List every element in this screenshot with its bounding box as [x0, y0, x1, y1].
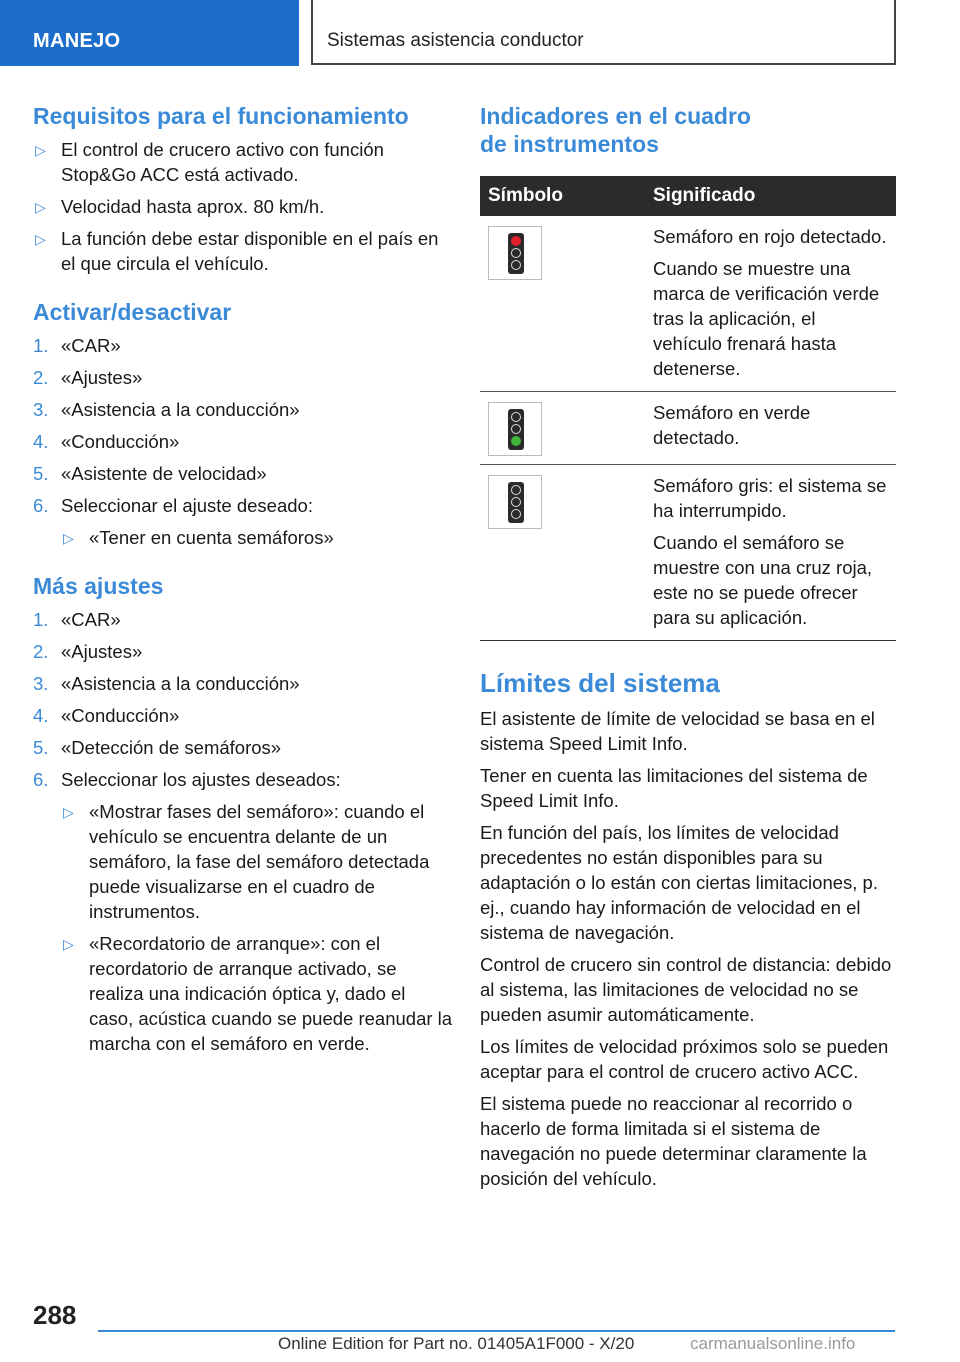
limites-heading: Límites del sistema — [480, 668, 720, 698]
paragraph: Tener en cuenta las limitaciones del sistema de Speed Limit Info. — [480, 765, 868, 811]
traffic-light-gray-icon — [488, 475, 542, 529]
list-item: ▷ Velocidad hasta aprox. 80 km/h. — [33, 194, 453, 219]
indicadores-heading: Indicadores en el cuadro de instrumentos — [480, 103, 751, 157]
sub-item: ▷ «Tener en cuenta semáforos» — [61, 525, 453, 550]
step-item: 2. «Ajustes» — [33, 367, 143, 388]
step-item: 6. Seleccionar los ajustes deseados: ▷ «Mostrar fases del semáforo»: cuando el vehículo se encuentra delante de un semáforo, la fase del semáforo detectada puede visualizarse en el cuadro de instrumentos. ▷ «Recordatorio de arranque»: con el recordatorio de arranque activado, se realiza una indicación óptica y, dado el caso, acústica cuando se puede reanudar la marcha con el semáforo en verde. — [33, 769, 453, 1054]
edition-text: Online Edition for Part no. 01405A1F000 - X/20 — [278, 1334, 635, 1353]
table-row — [480, 392, 896, 465]
section-label: MANEJO — [33, 30, 121, 52]
meaning-text: Semáforo gris: el sistema se ha interrumpido. — [653, 475, 887, 521]
traffic-light-green-icon — [488, 402, 542, 456]
step-item: 3. «Asistencia a la conducción» — [33, 399, 300, 420]
paragraph: Control de crucero sin control de distancia: debido al sistema, las limitaciones de velocidad no se pueden asumir automáticamente. — [480, 954, 892, 1025]
step-item: 4. «Conducción» — [33, 431, 180, 452]
chapter-tab — [311, 0, 896, 65]
step-item: 2. «Ajustes» — [33, 641, 143, 662]
indicators-table — [480, 176, 896, 641]
requisitos-heading: Requisitos para el funcionamiento — [33, 103, 409, 129]
column-header-meaning: Significado — [645, 176, 896, 216]
list-item: ▷ El control de crucero activo con función Stop&Go ACC está activado. — [35, 139, 384, 185]
table-row — [480, 465, 896, 641]
left-column — [33, 102, 453, 1063]
section-requisitos — [33, 102, 453, 276]
step-item: 5. «Detección de semáforos» — [33, 737, 282, 758]
meaning-text: Semáforo en rojo detectado. — [653, 226, 887, 247]
step-item: 4. «Conducción» — [33, 705, 180, 726]
triangle-bullet-icon: ▷ — [63, 530, 74, 546]
step-item: 6. Seleccionar el ajuste deseado: ▷ «Tener en cuenta semáforos» — [33, 493, 453, 550]
step-item: 3. «Asistencia a la conducción» — [33, 673, 300, 694]
paragraph: En función del país, los límites de velocidad precedentes no están disponibles para su adaptación o lo están con ciertas limitaciones, p. ej., cuando hay información de velocidad en el sistema de navegación. — [480, 822, 878, 943]
page-number: 288 — [33, 1300, 77, 1330]
paragraph: Los límites de velocidad próximos solo se pueden aceptar para el control de crucero activo ACC. — [480, 1036, 889, 1082]
table-row — [480, 216, 896, 392]
watermark: carmanualsonline.info — [690, 1334, 856, 1353]
paragraph: El asistente de límite de velocidad se basa en el sistema Speed Limit Info. — [480, 708, 875, 754]
triangle-bullet-icon: ▷ — [63, 936, 74, 952]
step-item: 5. «Asistente de velocidad» — [33, 463, 267, 484]
step-item: 1. «CAR» — [33, 609, 121, 630]
paragraph: El sistema puede no reaccionar al recorrido o hacerlo de forma limitada si el sistema de navegación no puede determinar claramente la posición del vehículo. — [480, 1093, 867, 1189]
column-header-symbol: Símbolo — [480, 176, 645, 216]
step-item: 1. «CAR» — [33, 335, 121, 356]
sub-item: ▷ «Recordatorio de arranque»: con el recordatorio de arranque activado, se realiza una indicación óptica y, dado el caso, acústica cuando se puede reanudar la marcha con el semáforo en verde. — [63, 933, 453, 1054]
section-tab — [0, 0, 299, 66]
triangle-bullet-icon: ▷ — [35, 199, 46, 215]
triangle-bullet-icon: ▷ — [35, 142, 46, 158]
section-limites — [480, 667, 896, 1191]
page-header — [0, 0, 960, 66]
list-item: ▷ La función debe estar disponible en el país en el que circula el vehículo. — [35, 228, 439, 274]
section-activar — [33, 298, 453, 550]
footer-divider — [98, 1330, 895, 1332]
mas-ajustes-heading: Más ajustes — [33, 573, 164, 599]
activar-heading: Activar/desactivar — [33, 299, 232, 325]
sub-item: ▷ «Mostrar fases del semáforo»: cuando el vehículo se encuentra delante de un semáforo, la fase del semáforo detectada puede visualizarse en el cuadro de instrumentos. — [63, 801, 430, 922]
triangle-bullet-icon: ▷ — [63, 804, 74, 820]
triangle-bullet-icon: ▷ — [35, 231, 46, 247]
meaning-text: Semáforo en verde detectado. — [653, 402, 811, 448]
section-indicadores — [480, 102, 896, 641]
chapter-label: Sistemas asistencia conductor — [327, 30, 584, 51]
meaning-text: Cuando el semáforo se muestre con una cruz roja, este no se puede ofrecer para su aplicación. — [653, 532, 873, 628]
right-column — [480, 102, 896, 1198]
traffic-light-red-icon — [488, 226, 542, 280]
section-mas-ajustes — [33, 572, 453, 1056]
meaning-text: Cuando se muestre una marca de verificación verde tras la aplicación, el vehículo frenará hasta detenerse. — [653, 258, 880, 379]
